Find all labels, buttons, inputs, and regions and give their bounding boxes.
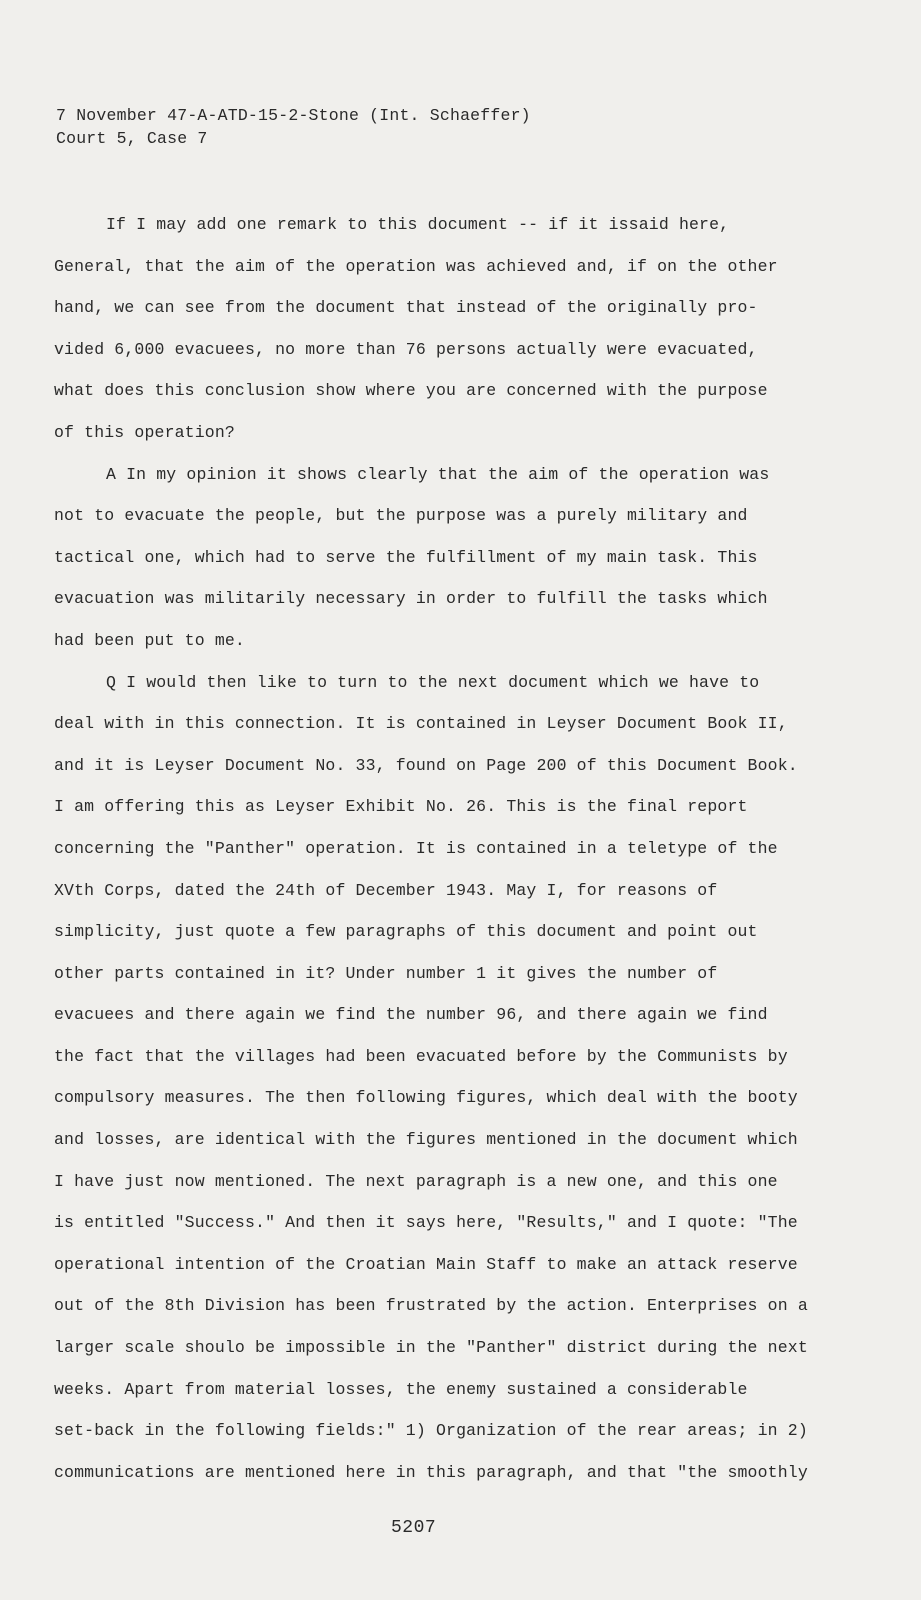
text-line: I have just now mentioned. The next paragraph is a new one, and this one [54,1171,778,1191]
text-line: of this operation? [54,422,235,442]
document-header [56,104,531,150]
text-line: larger scale shoulo be impossible in the "Panther" district during the next [54,1338,808,1358]
text-line: operational intention of the Croatian Main Staff to make an attack reserve [54,1254,798,1274]
text-line: and it is Leyser Document No. 33, found on Page 200 of this Document Book. [54,755,798,775]
text-line: A In my opinion it shows clearly that the aim of the operation was [106,464,770,484]
text-line: and losses, are identical with the figures mentioned in the document which [54,1130,798,1150]
text-line: General, that the aim of the operation was achieved and, if on the other [54,256,778,276]
text-line: vided 6,000 evacuees, no more than 76 persons actually were evacuated, [54,339,758,359]
header-line-2: Court 5, Case 7 [56,129,208,148]
text-line: communications are mentioned here in this paragraph, and that "the smoothly [54,1462,808,1482]
text-line: If I may add one remark to this document -- if it issaid here, [106,215,730,234]
text-line: concerning the "Panther" operation. It is contained in a teletype of the [54,838,778,858]
text-line: XVth Corps, dated the 24th of December 1943. May I, for reasons of [54,880,718,900]
header-line-1: 7 November 47-A-ATD-15-2-Stone (Int. Schaeffer) [56,106,531,125]
text-line: what does this conclusion show where you are concerned with the purpose [54,381,768,401]
text-line: I am offering this as Leyser Exhibit No. 26. This is the final report [54,797,748,817]
text-line: out of the 8th Division has been frustrated by the action. Enterprises on a [54,1296,808,1316]
text-line: set-back in the following fields:" 1) Organization of the rear areas; in 2) [54,1421,808,1441]
page-number: 5207 [391,1518,437,1538]
text-line: tactical one, which had to serve the fulfillment of my main task. This [54,547,758,567]
text-line: had been put to me. [54,630,245,650]
text-line: the fact that the villages had been evacuated before by the Communists by [54,1046,788,1066]
text-line: evacuees and there again we find the number 96, and there again we find [54,1005,768,1025]
text-line: hand, we can see from the document that instead of the originally pro- [54,298,758,318]
text-line: compulsory measures. The then following figures, which deal with the booty [54,1088,798,1108]
document-body [54,204,884,1493]
text-line: Q I would then like to turn to the next document which we have to [106,672,760,692]
text-line: is entitled "Success." And then it says here, "Results," and I quote: "The [54,1213,798,1233]
text-line: weeks. Apart from material losses, the enemy sustained a considerable [54,1379,748,1399]
text-line: simplicity, just quote a few paragraphs of this document and point out [54,922,758,942]
text-line: not to evacuate the people, but the purpose was a purely military and [54,506,748,526]
text-line: other parts contained in it? Under number 1 it gives the number of [54,963,718,983]
text-line: evacuation was militarily necessary in order to fulfill the tasks which [54,589,768,609]
text-line: deal with in this connection. It is contained in Leyser Document Book II, [54,714,788,734]
